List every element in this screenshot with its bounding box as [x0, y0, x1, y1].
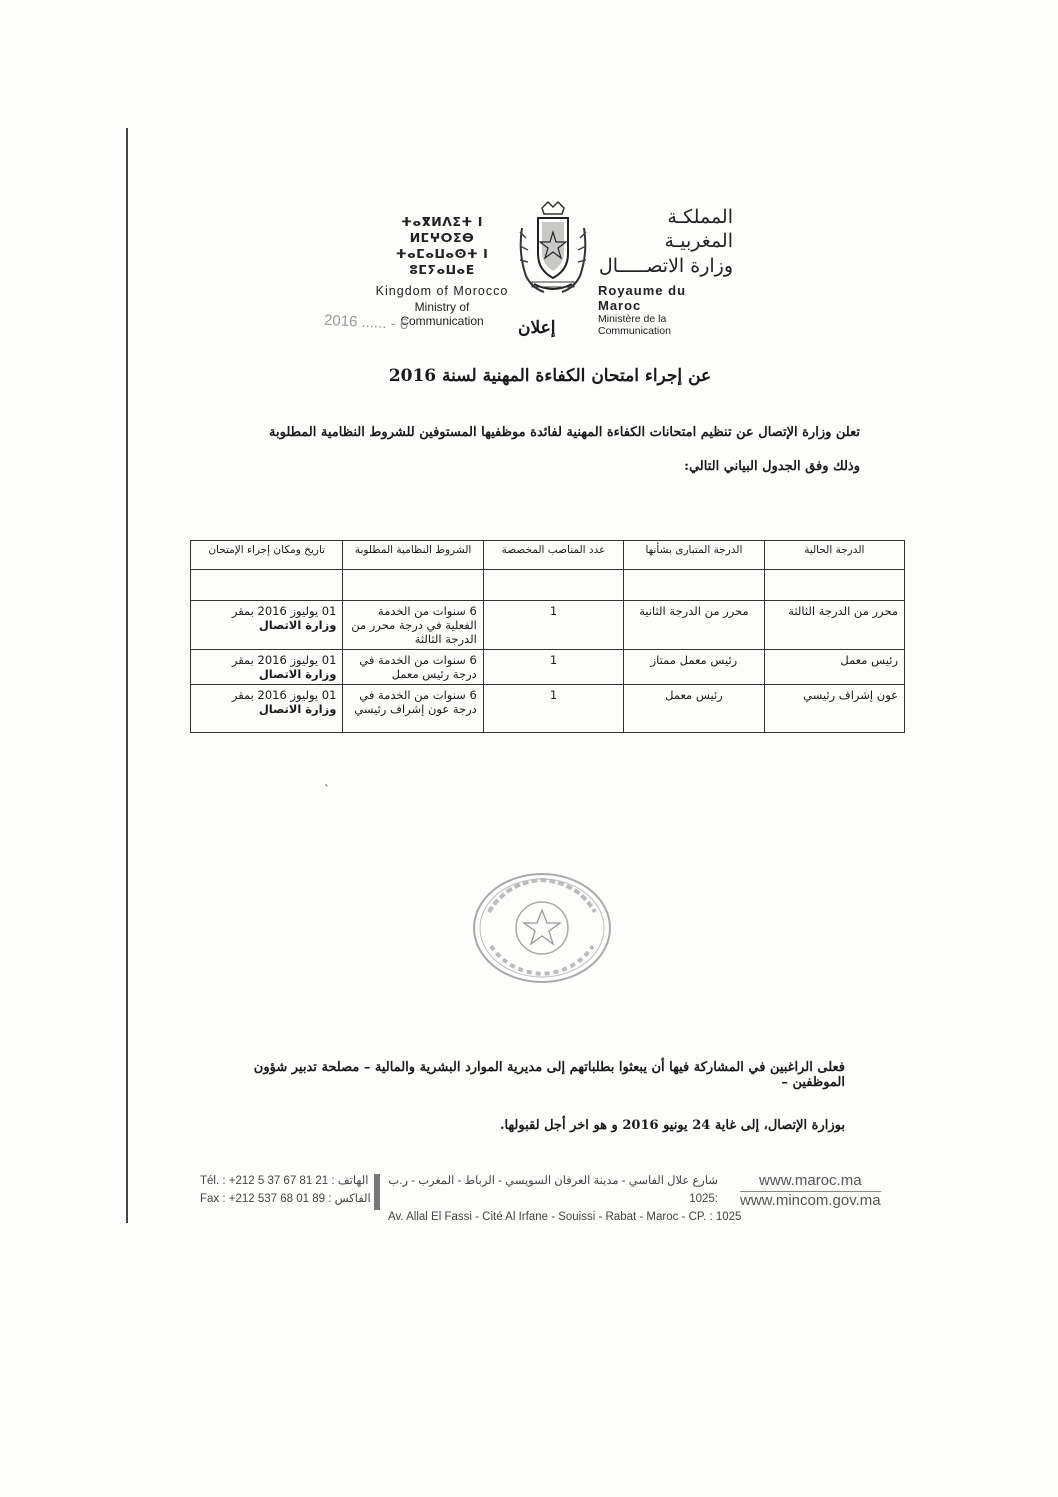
cell-date: 01 يوليوز 2016 بمقر [231, 688, 337, 702]
footer-fax: Fax : +212 537 68 01 89 : الفاكس [200, 1193, 371, 1205]
announcement-heading: إعلان [518, 318, 556, 338]
header-date-place: تاريخ ومكان إجراء الإمتحان [191, 541, 343, 570]
tifinagh-line-2: ⵜⴰⵎⴰⵡⴰⵙⵜ ⵏ ⵓⵎⵢⴰⵡⴰⴹ [395, 246, 489, 277]
cell-place: وزارة الاتصال [258, 618, 337, 632]
cell-target-grade: رئيس معمل [624, 685, 764, 733]
cell-current-grade: رئيس معمل [764, 650, 904, 685]
ministry-seal-icon [467, 868, 617, 988]
footer-websites [740, 1172, 881, 1210]
footer-address-arabic: شارع علال الفاسي - مدينة العرفان السويسي - الرباط - المغرب - ر.ب :1025 [388, 1175, 718, 1205]
website-link-mincom[interactable]: www.mincom.gov.ma [740, 1192, 881, 1209]
footer-address-french: Av. Allal El Fassi - Cité Al Irfane - Souissi - Rabat - Maroc - CP. : 1025 [388, 1211, 742, 1223]
header-target-grade: الدرجة المتبارى بشأنها [624, 541, 764, 570]
announcement-title: عن إجراء امتحان الكفاءة المهنية لسنة 2016 [388, 366, 712, 386]
website-link-maroc[interactable]: www.maroc.ma [740, 1172, 881, 1192]
cell-date: 01 يوليوز 2016 بمقر [231, 604, 337, 618]
left-margin-rule [126, 128, 128, 1223]
coat-of-arms-icon [512, 198, 594, 298]
kingdom-english: Kingdom of Morocco [375, 284, 509, 298]
footer-tel: Tél. : +212 5 37 67 81 21 : الهاتف [200, 1175, 369, 1187]
intro-paragraph: تعلن وزارة الإتصال عن تنظيم امتحانات الكفاءة المهنية لفائدة موظفيها المستوفين للشروط النظامية المطلوبة وذلك وفق الجدول البياني التالي: [269, 425, 860, 474]
footer-address [388, 1172, 741, 1226]
cell-place: وزارة الاتصال [258, 702, 337, 716]
cell-conditions: 6 سنوات من الخدمة في درجة عون إشراف رئيسي [343, 685, 483, 733]
cell-current-grade: عون إشراف رئيسي [764, 685, 904, 733]
header-conditions: الشروط النظامية المطلوبة [343, 541, 483, 570]
stray-mark: ˋ [324, 783, 330, 797]
cell-date-place [191, 601, 343, 650]
table-header-row [191, 541, 905, 570]
received-date-stamp: 2016 ...... - 6 [323, 311, 409, 334]
cell-place: وزارة الاتصال [258, 667, 337, 681]
cell-posts: 1 [483, 685, 623, 733]
ministry-french: Ministère de la Communication [598, 313, 671, 337]
kingdom-french: Royaume du Maroc [598, 283, 687, 313]
cell-date-place [191, 650, 343, 685]
footer-contacts [200, 1172, 371, 1208]
ministry-arabic: وزارة الاتصـــــال [598, 255, 733, 277]
cell-posts: 1 [483, 601, 623, 650]
tifinagh-line-1: ⵜⴰⴳⵍⴷⵉⵜ ⵏ ⵍⵎⵖⵔⵉⴱ [401, 214, 483, 245]
closing-line-1: فعلى الراغبين في المشاركة فيها أن يبعثوا بطلباتهم إلى مديرية الموارد البشرية والمالية – مصلحة تدبير شؤون الموظفين – [253, 1060, 845, 1090]
header-current-grade: الدرجة الحالية [764, 541, 904, 570]
footer-divider [374, 1174, 380, 1210]
header-right-block [598, 205, 733, 337]
closing-line-2: بوزارة الإتصال، إلى غاية 24 يونيو 2016 و هو اخر أجل لقبولها. [499, 1118, 845, 1133]
cell-posts: 1 [483, 650, 623, 685]
cell-date: 01 يوليوز 2016 بمقر [231, 653, 337, 667]
header-posts: عدد المناصب المخصصة [483, 541, 623, 570]
table-spacer-row [191, 570, 905, 601]
table-row [191, 601, 905, 650]
ministry-english: Ministry of Communication [400, 300, 484, 328]
cell-current-grade: محرر من الدرجة الثالثة [764, 601, 904, 650]
cell-conditions: 6 سنوات من الخدمة في درجة رئيس معمل [343, 650, 483, 685]
kingdom-arabic: المملكـة المغربيـة [664, 206, 733, 252]
header-left-block [372, 214, 512, 328]
cell-target-grade: رئيس معمل ممتاز [624, 650, 764, 685]
cell-target-grade: محرر من الدرجة الثانية [624, 601, 764, 650]
closing-text [200, 1060, 845, 1133]
table-row [191, 650, 905, 685]
cell-date-place [191, 685, 343, 733]
cell-conditions: 6 سنوات من الخدمة الفعلية في درجة محرر من الدرجة الثالثة [343, 601, 483, 650]
table-row [191, 685, 905, 733]
footer [200, 1172, 885, 1223]
exam-table [190, 540, 905, 733]
